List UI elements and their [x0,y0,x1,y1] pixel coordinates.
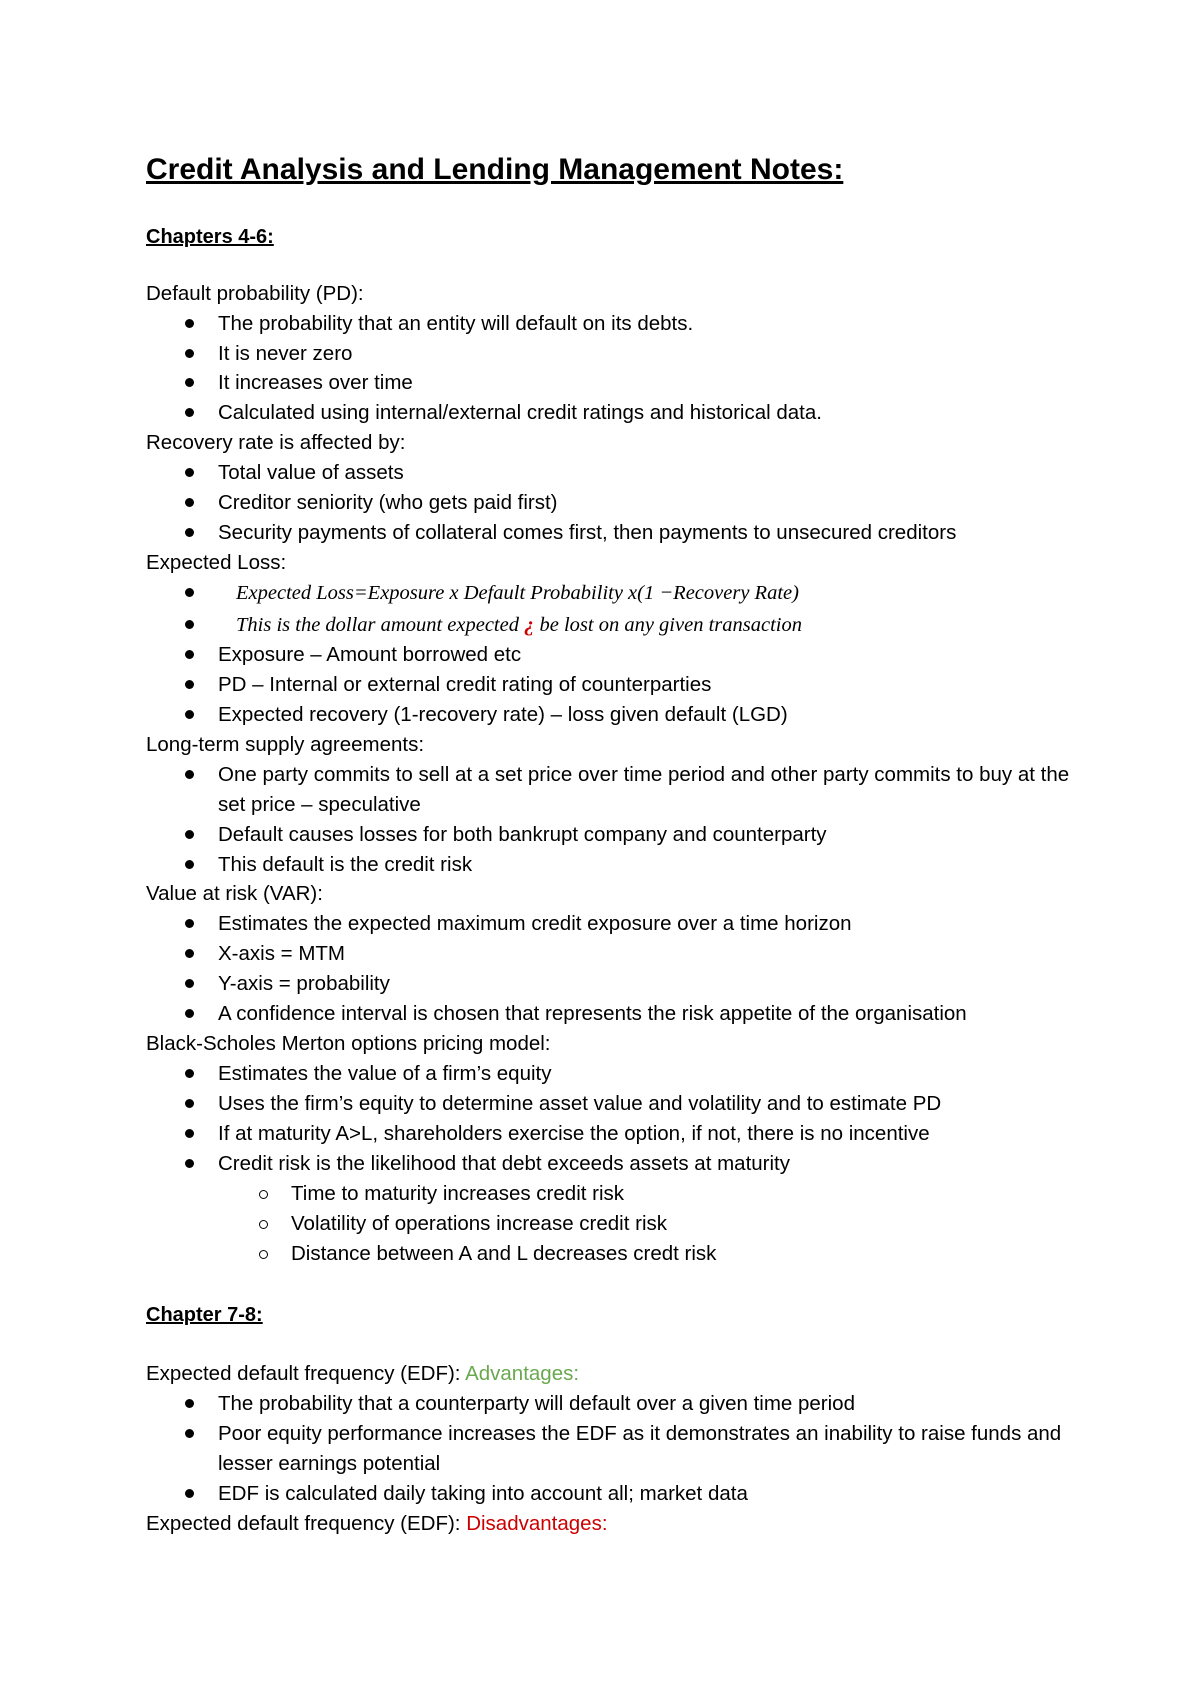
section-heading-with-tag [146,1509,608,1539]
formula-note-item [236,610,1116,640]
list-item: If at maturity A>L, shareholders exercise the option, if not, there is no incentive [218,1119,1098,1149]
list-item: Creditor seniority (who gets paid first) [218,488,1098,518]
section-heading: Default probability (PD): [146,282,364,305]
section-heading: Expected default frequency (EDF): [146,1362,461,1385]
disadvantages-label: Disadvantages: [466,1512,608,1535]
list-item: Exposure – Amount borrowed etc [218,640,1098,670]
formula-note-text: be lost on any given transaction [539,614,802,636]
list-item: Default causes losses for both bankrupt company and counterparty [218,820,1098,850]
list-item: Estimates the expected maximum credit exposure over a time horizon [218,909,1098,939]
list-item: The probability that a counterparty will default over a given time period [218,1389,1098,1419]
unrendered-character-marker: ¿ [524,614,535,636]
sub-list-item: Distance between A and L decreases credt risk [291,1239,716,1269]
list-item: PD – Internal or external credit rating of counterparties [218,670,1098,700]
list-item: It increases over time [218,368,1098,398]
sub-list-item: Time to maturity increases credit risk [291,1179,624,1209]
list-item: Poor equity performance increases the EDF as it demonstrates an inability to raise funds and lesser earnings potential [218,1419,1098,1479]
list-item: The probability that an entity will default on its debts. [218,309,1098,339]
list-item: EDF is calculated daily taking into account all; market data [218,1479,1098,1509]
list-item: Y-axis = probability [218,969,1098,999]
section-heading: Recovery rate is affected by: [146,431,406,454]
list-item: This default is the credit risk [218,850,1098,880]
list-item: Total value of assets [218,458,1098,488]
section-heading: Black-Scholes Merton options pricing model: [146,1032,551,1055]
list-item: A confidence interval is chosen that represents the risk appetite of the organisation [218,999,1098,1029]
section-heading-with-tag [146,1359,579,1389]
section-heading: Long-term supply agreements: [146,733,425,756]
section-heading: Value at risk (VAR): [146,882,323,905]
list-item: Estimates the value of a firm’s equity [218,1059,1098,1089]
chapter-heading: Chapters 4-6: [146,226,274,248]
list-item: Credit risk is the likelihood that debt exceeds assets at maturity [218,1149,1098,1179]
formula-note-text: This is the dollar amount expected [236,614,519,636]
chapter-heading: Chapter 7-8: [146,1304,263,1326]
list-item: Security payments of collateral comes first, then payments to unsecured creditors [218,518,1098,548]
page-title: Credit Analysis and Lending Management Notes: [146,153,844,186]
formula-item: Expected Loss=Exposure x Default Probability x(1 −Recovery Rate) [236,578,1116,608]
list-item: Uses the firm’s equity to determine asset value and volatility and to estimate PD [218,1089,1098,1119]
list-item: Calculated using internal/external credit ratings and historical data. [218,398,1098,428]
advantages-label: Advantages: [465,1362,580,1385]
list-item: It is never zero [218,339,1098,369]
list-item: Expected recovery (1-recovery rate) – loss given default (LGD) [218,700,1098,730]
section-heading: Expected default frequency (EDF): [146,1512,461,1535]
sub-list-item: Volatility of operations increase credit risk [291,1209,667,1239]
section-heading: Expected Loss: [146,551,287,574]
list-item: One party commits to sell at a set price over time period and other party commits to buy at the set price – speculative [218,760,1098,820]
list-item: X-axis = MTM [218,939,1098,969]
